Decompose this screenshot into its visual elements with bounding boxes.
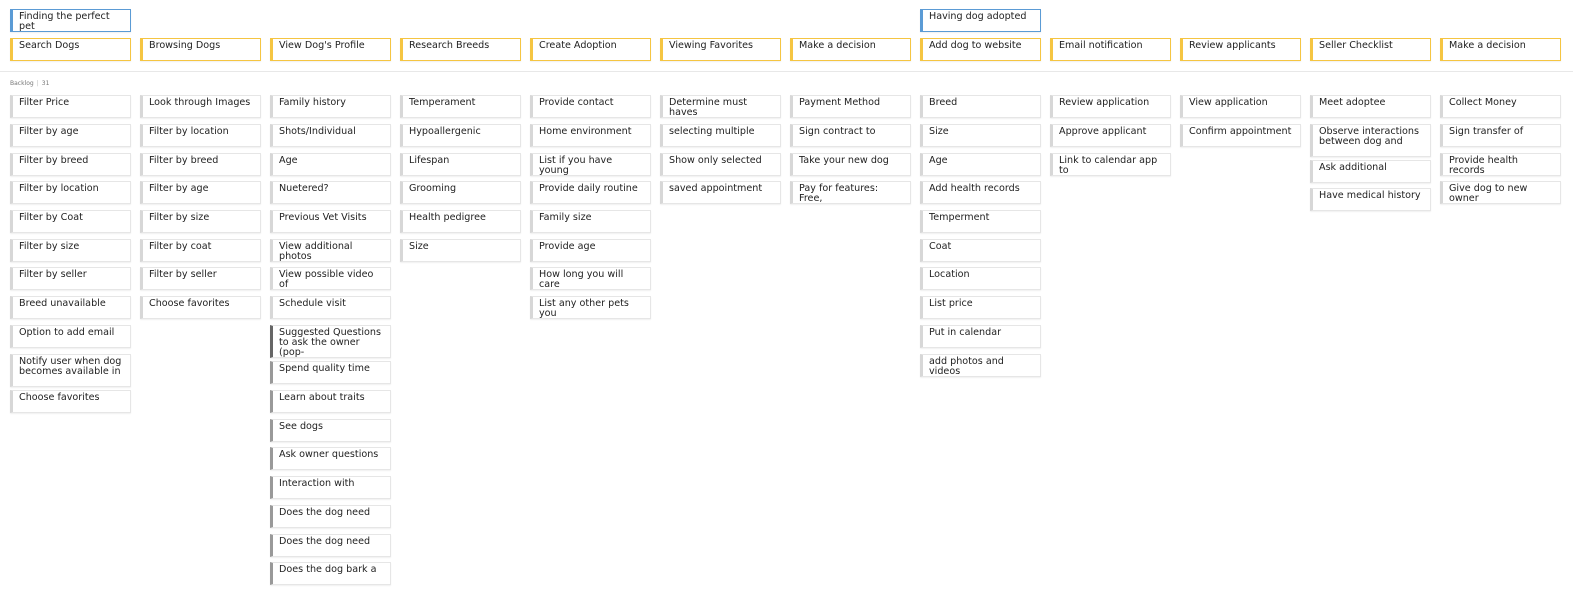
story-card[interactable]: Meet adoptee [1310,95,1431,118]
story-card[interactable]: Temperament [400,95,521,118]
story-card[interactable]: Pay for features: Free, [790,181,911,204]
story-card[interactable]: List any other pets you [530,296,651,319]
story-card[interactable]: Age [920,153,1041,176]
story-card[interactable]: Home environment [530,124,651,147]
story-card[interactable]: Filter by breed [10,153,131,176]
story-card[interactable]: Learn about traits [270,390,391,413]
goal-card-finding-pet[interactable]: Finding the perfect pet [10,9,131,32]
story-card[interactable]: Ask additional [1310,160,1431,183]
story-card[interactable]: Sign contract to [790,124,911,147]
story-card[interactable]: Provide age [530,239,651,262]
story-card[interactable]: Breed unavailable [10,296,131,319]
story-card[interactable]: Confirm appointment [1180,124,1301,147]
story-card[interactable]: Choose favorites [10,390,131,413]
activity-card[interactable]: View Dog's Profile [270,38,391,61]
story-card[interactable]: Give dog to new owner [1440,181,1561,204]
story-card[interactable]: Determine must haves [660,95,781,118]
story-card[interactable]: Nuetered? [270,181,391,204]
release-separator: | [36,80,39,87]
activity-card[interactable]: Search Dogs [10,38,131,61]
story-card[interactable]: saved appointment [660,181,781,204]
story-card[interactable]: See dogs [270,419,391,442]
story-card[interactable]: Option to add email [10,325,131,348]
story-card[interactable]: Provide health records [1440,153,1561,176]
story-card[interactable]: List if you have young [530,153,651,176]
story-card[interactable]: Suggested Questions to ask the owner (pop- [270,325,391,358]
activity-card[interactable]: Browsing Dogs [140,38,261,61]
activity-card[interactable]: Viewing Favorites [660,38,781,61]
story-card[interactable]: Spend quality time [270,361,391,384]
story-card[interactable]: View possible video of [270,267,391,290]
story-card[interactable]: How long you will care [530,267,651,290]
story-card[interactable]: Coat [920,239,1041,262]
activity-card[interactable]: Make a decision [1440,38,1561,61]
goal-card-dog-adopted[interactable]: Having dog adopted [920,9,1041,32]
activity-card[interactable]: Add dog to website [920,38,1041,61]
story-card[interactable]: Provide daily routine [530,181,651,204]
story-card[interactable]: Filter by coat [140,239,261,262]
story-card[interactable]: Take your new dog [790,153,911,176]
story-card[interactable]: Filter Price [10,95,131,118]
story-card[interactable]: Shots/Individual [270,124,391,147]
story-card[interactable]: Observe interactions between dog and [1310,124,1431,157]
story-card[interactable]: Schedule visit [270,296,391,319]
story-card[interactable]: Does the dog bark a [270,562,391,585]
story-card[interactable]: Location [920,267,1041,290]
story-card[interactable]: Collect Money [1440,95,1561,118]
story-card[interactable]: Approve applicant [1050,124,1171,147]
activity-card[interactable]: Email notification [1050,38,1171,61]
story-card[interactable]: Filter by size [10,239,131,262]
story-card[interactable]: Filter by Coat [10,210,131,233]
story-card[interactable]: add photos and videos [920,354,1041,377]
story-card[interactable]: Filter by breed [140,153,261,176]
activity-card[interactable]: Create Adoption [530,38,651,61]
story-card[interactable]: Filter by age [140,181,261,204]
story-card[interactable]: Grooming [400,181,521,204]
story-card[interactable]: List price [920,296,1041,319]
story-card[interactable]: Filter by location [10,181,131,204]
story-card[interactable]: Family history [270,95,391,118]
story-card[interactable]: Breed [920,95,1041,118]
story-card[interactable]: Health pedigree [400,210,521,233]
story-card[interactable]: Sign transfer of [1440,124,1561,147]
story-card[interactable]: Age [270,153,391,176]
story-card[interactable]: Size [400,239,521,262]
story-card[interactable]: Lifespan [400,153,521,176]
story-card[interactable]: Previous Vet Visits [270,210,391,233]
story-card[interactable]: Family size [530,210,651,233]
story-card[interactable]: Review application [1050,95,1171,118]
story-card[interactable]: Filter by age [10,124,131,147]
story-card[interactable]: Filter by size [140,210,261,233]
release-count: 31 [41,80,50,87]
activity-card[interactable]: Review applicants [1180,38,1301,61]
story-card[interactable]: Filter by seller [10,267,131,290]
activity-card[interactable]: Seller Checklist [1310,38,1431,61]
activity-card[interactable]: Make a decision [790,38,911,61]
story-card[interactable]: Does the dog need [270,534,391,557]
story-card[interactable]: Payment Method [790,95,911,118]
story-card[interactable]: Add health records [920,181,1041,204]
story-card[interactable]: Show only selected [660,153,781,176]
story-card[interactable]: Provide contact [530,95,651,118]
release-name: Backlog [10,80,34,87]
activity-card[interactable]: Research Breeds [400,38,521,61]
story-card[interactable]: Hypoallergenic [400,124,521,147]
story-card[interactable]: View application [1180,95,1301,118]
story-card[interactable]: Temperment [920,210,1041,233]
story-card[interactable]: Ask owner questions [270,447,391,470]
story-card[interactable]: Notify user when dog becomes available in [10,354,131,387]
story-card[interactable]: Look through Images [140,95,261,118]
story-card[interactable]: Size [920,124,1041,147]
story-card[interactable]: Choose favorites [140,296,261,319]
release-divider [0,71,1573,72]
story-card[interactable]: View additional photos [270,239,391,262]
story-card[interactable]: Interaction with [270,476,391,499]
story-card[interactable]: Filter by location [140,124,261,147]
story-card[interactable]: Put in calendar [920,325,1041,348]
story-card[interactable]: Filter by seller [140,267,261,290]
story-card[interactable]: Link to calendar app to [1050,153,1171,176]
release-header[interactable] [10,80,49,87]
story-card[interactable]: Have medical history [1310,188,1431,211]
story-card[interactable]: selecting multiple [660,124,781,147]
story-card[interactable]: Does the dog need [270,505,391,528]
